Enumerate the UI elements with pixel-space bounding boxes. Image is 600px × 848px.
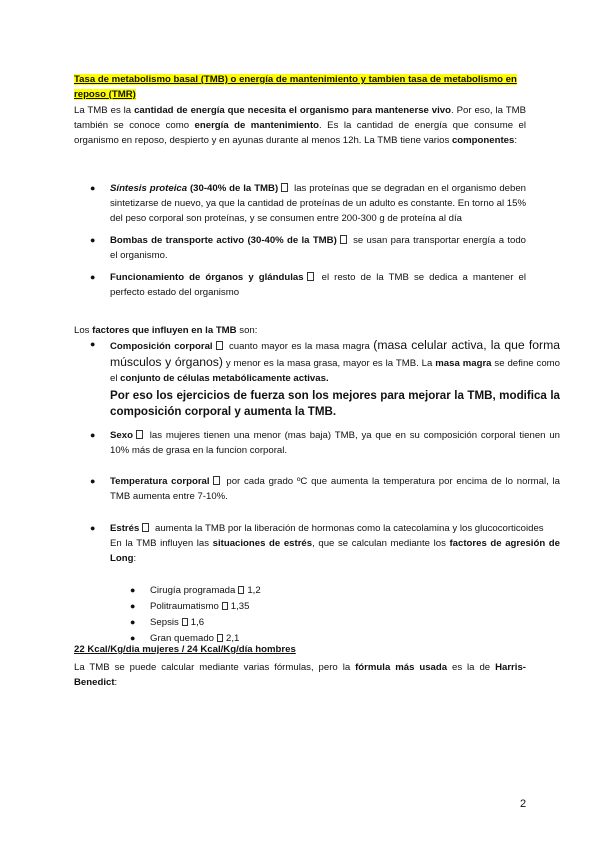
bullet-icon: ● <box>90 476 96 486</box>
item-text: cuanto mayor es la masa magra <box>225 341 374 352</box>
factors-title-text: son: <box>236 325 258 336</box>
bullet-icon: ● <box>130 633 136 643</box>
list-item <box>76 270 526 300</box>
bullet-icon: ● <box>90 523 96 533</box>
factors-title-bold: factores que influyen en la TMB <box>92 325 237 336</box>
item-text: por cada grado ºC que aumenta la temperatura por encima de lo normal, la TMB aumenta entre 7-10%. <box>110 476 561 502</box>
long-factors-list <box>128 583 261 646</box>
item-title: Sexo <box>110 430 133 441</box>
intro-bold: energía de mantenimiento <box>194 120 320 131</box>
intro-text: La TMB es la <box>74 105 135 116</box>
arrow-icon <box>307 272 314 281</box>
item-text: , que se calculan mediante los <box>312 538 450 549</box>
factors-title-text: Los <box>74 325 93 336</box>
arrow-icon <box>213 476 220 485</box>
list-item <box>76 233 526 263</box>
factor-name: Politraumatismo <box>150 601 219 612</box>
arrow-icon <box>281 183 288 192</box>
bullet-icon: ● <box>90 339 96 349</box>
intro-text: . Es la cantidad de energía que consume el organismo en reposo, despierto y en ayunas durante al menos 12h. La TMB tiene varios <box>74 120 526 146</box>
bullet-icon: ● <box>130 617 136 627</box>
item-text: las mujeres tienen una menor (mas baja) TMB, ya que en su composición corporal tienen un 10% más de grasa en la funcion corporal. <box>110 430 560 456</box>
item-percentage: (30-40% de la TMB) <box>247 235 337 246</box>
factor-sexo <box>76 428 560 458</box>
item-text: el resto de la TMB se dedica a mantener el perfecto estado del organismo <box>110 272 526 298</box>
bullet-icon: ● <box>130 601 136 611</box>
arrow-icon <box>340 235 347 244</box>
arrow-icon <box>182 618 188 626</box>
item-text: las proteínas que se degradan en el organismo deben sintetizarse de nuevo, ya que la cantidad de proteínas de un adulto es constante. En torno al 15% del peso corporal son proteínas, y se consumen entre 200-300 g de proteína al día <box>110 183 527 224</box>
list-item <box>128 583 261 598</box>
bullet-icon: ● <box>130 585 136 595</box>
arrow-icon <box>238 586 244 594</box>
item-title: Funcionamiento de órganos y glándulas <box>110 272 304 283</box>
harris-bold: fórmula más usada <box>355 662 448 673</box>
item-text: En la TMB influyen las <box>110 538 213 549</box>
arrow-icon <box>142 523 149 532</box>
bullet-icon: ● <box>90 272 96 282</box>
factor-value: 1,2 <box>247 585 261 596</box>
harris-text: La TMB se puede calcular mediante varias fórmulas, pero la <box>74 662 356 673</box>
harris-text: : <box>114 677 118 688</box>
factor-composicion <box>76 337 560 420</box>
item-title: Estrés <box>110 523 140 534</box>
section-heading <box>74 72 530 102</box>
list-item <box>76 181 526 226</box>
factor-estres <box>76 521 560 566</box>
arrow-icon <box>217 634 223 642</box>
kcal-line: 22 Kcal/Kg/dia mujeres / 24 Kcal/Kg/día hombres <box>74 644 296 655</box>
item-text: y menor es la masa grasa, mayor es la TMB. La <box>222 358 436 369</box>
harris-bold: Harris-Benedict <box>74 662 526 688</box>
components-list <box>76 181 526 300</box>
intro-text: : <box>514 135 517 146</box>
page-number: 2 <box>520 798 527 810</box>
bullet-icon: ● <box>90 235 96 245</box>
item-bold: situaciones de estrés <box>212 538 313 549</box>
intro-bold: cantidad de energía que necesita el organismo para mantenerse vivo <box>134 105 452 116</box>
bullet-icon: ● <box>90 183 96 193</box>
factor-value: 2,1 <box>226 633 240 644</box>
item-title: Síntesis proteica <box>110 183 188 194</box>
item-title: Temperatura corporal <box>110 476 210 487</box>
arrow-icon <box>136 430 143 439</box>
key-statement: Por eso los ejercicios de fuerza son los mejores para mejorar la TMB, modifica la composición corporal y aumenta la TMB. <box>110 389 560 418</box>
item-text: : <box>133 553 137 564</box>
item-text: se usan para transportar energía a todo el organismo. <box>110 235 527 261</box>
intro-text: . Por eso, la TMB también se conoce como <box>74 105 527 131</box>
arrow-icon <box>222 602 228 610</box>
heading-highlight: Tasa de metabolismo basal (TMB) o energía de mantenimiento y tambien tasa de metabolismo en reposo (TMR) <box>74 74 517 100</box>
factor-value: 1,35 <box>230 601 250 612</box>
item-text: se define como el <box>110 358 560 384</box>
list-item <box>128 615 261 630</box>
item-text: aumenta la TMB por la liberación de hormonas como la catecolamina y los glucocorticoides <box>152 523 544 534</box>
item-title: Composición corporal <box>110 341 213 352</box>
item-percentage: (30-40% de la TMB) <box>189 183 279 194</box>
bullet-icon: ● <box>90 430 96 440</box>
arrow-icon <box>216 341 223 350</box>
harris-text: es la de <box>447 662 496 673</box>
factor-value: 1,6 <box>190 617 205 628</box>
item-bold: masa magra <box>435 358 492 369</box>
factor-name: Gran quemado <box>150 633 214 644</box>
factor-temperatura <box>76 474 560 504</box>
factor-name: Sepsis <box>150 617 179 628</box>
factors-title <box>74 323 257 338</box>
list-item <box>128 599 261 614</box>
item-title: Bombas de transporte activo <box>110 235 245 246</box>
item-text-large: (masa celular activa, la que forma músculos y órganos) <box>110 338 561 369</box>
intro-bold: componentes <box>451 135 515 146</box>
factor-name: Cirugía programada <box>150 585 236 596</box>
item-bold: factores de agresión de Long <box>110 538 560 564</box>
intro-paragraph <box>74 103 526 148</box>
harris-paragraph <box>74 660 526 690</box>
item-bold: conjunto de células metabólicamente activas. <box>120 373 329 384</box>
